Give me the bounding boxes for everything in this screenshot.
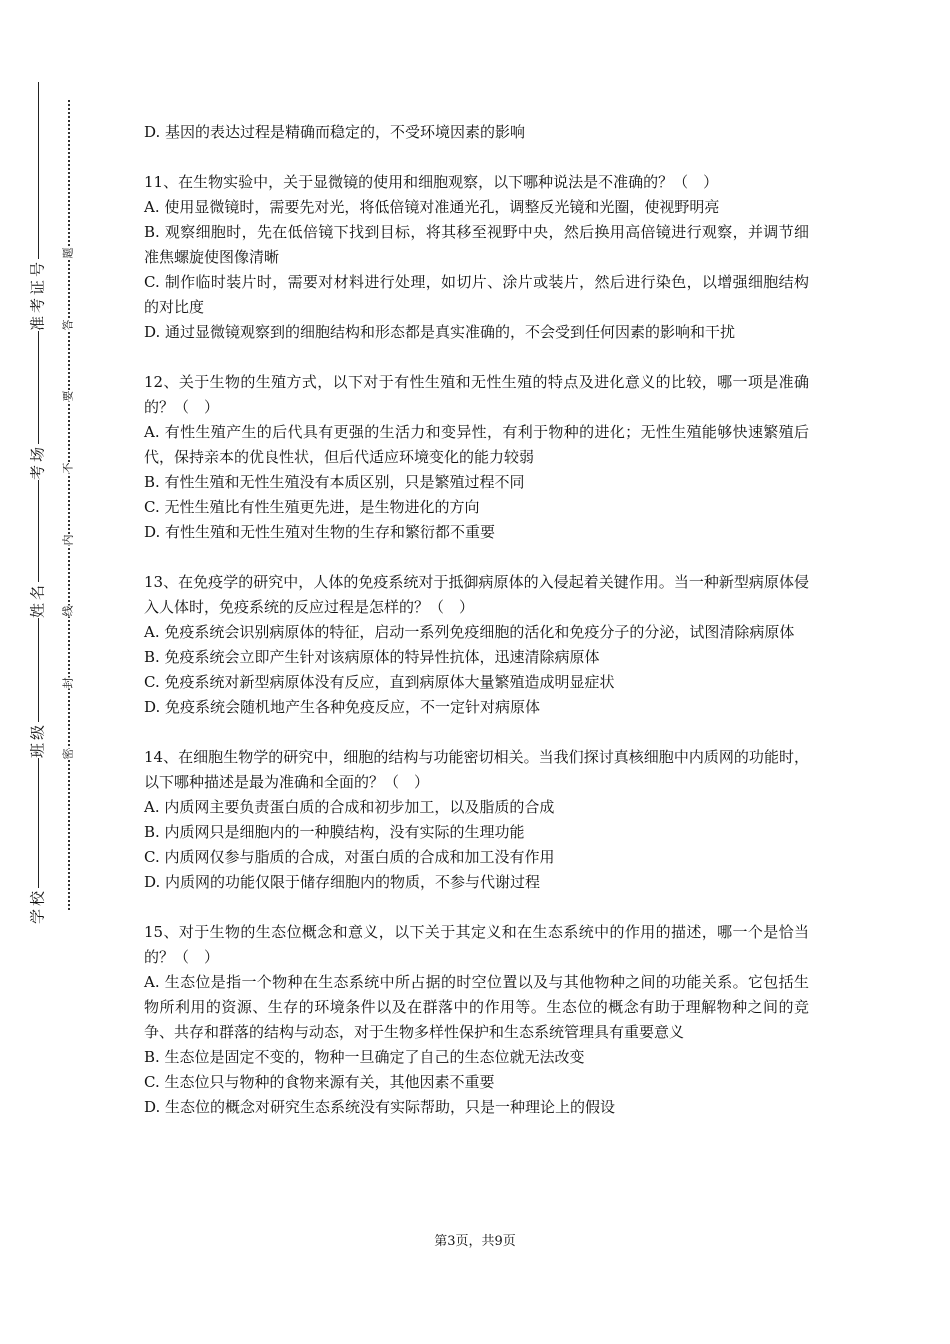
- option-b: B. 生态位是固定不变的，物种一旦确定了自己的生态位就无法改变: [144, 1048, 585, 1066]
- seal-char: 密: [61, 748, 75, 760]
- option-c: C. 免疫系统对新型病原体没有反应，直到病原体大量繁殖造成明显症状: [144, 673, 615, 691]
- option-a: A. 使用显微镜时，需要先对光，将低倍镜对准通光孔，调整反光镜和光圈，使视野明亮: [144, 198, 720, 216]
- question-15: [144, 920, 809, 1120]
- seal-char: 不: [61, 462, 75, 474]
- option-d: D. 有性生殖和无性生殖对生物的生存和繁衍都不重要: [144, 523, 496, 541]
- question-12: [144, 370, 809, 545]
- seal-char: 题: [61, 247, 75, 259]
- question-stem: 11、在生物实验中，关于显微镜的使用和细胞观察，以下哪种说法是不准确的？（ ）: [144, 173, 719, 191]
- option-c: C. 生态位只与物种的食物来源有关，其他因素不重要: [144, 1073, 495, 1091]
- option-b: B. 观察细胞时，先在低倍镜下找到目标，将其移至视野中央，然后换用高倍镜进行观察，并调节细准焦螺旋使图像清晰: [144, 223, 809, 266]
- field-exam-room: 考场: [28, 443, 47, 481]
- option-a: A. 有性生殖产生的后代具有更强的生活力和变异性，有利于物种的进化；无性生殖能够快速繁殖后代，保持亲本的优良性状，但后代适应环境变化的能力较弱: [144, 423, 809, 466]
- binding-dotted-line: [68, 100, 70, 910]
- question-stem: 14、在细胞生物学的研究中，细胞的结构与功能密切相关。当我们探讨真核细胞中内质网的功能时，以下哪种描述是最为准确和全面的？（ ）: [144, 748, 809, 791]
- question-14: [144, 745, 809, 895]
- option-c: C. 无性生殖比有性生殖更先进，是生物进化的方向: [144, 498, 480, 516]
- question-stem: 12、关于生物的生殖方式，以下对于有性生殖和无性生殖的特点及进化意义的比较，哪一项是准确的？（ ）: [144, 373, 809, 416]
- question-stem: 13、在免疫学的研究中，人体的免疫系统对于抵御病原体的入侵起着关键作用。当一种新型病原体侵入人体时，免疫系统的反应过程是怎样的？（ ）: [144, 573, 809, 616]
- option-d: D. 基因的表达过程是精确而稳定的，不受环境因素的影响: [144, 123, 526, 141]
- question-stem: 15、对于生物的生态位概念和意义，以下关于其定义和在生态系统中的作用的描述，哪一个是恰当的？（ ）: [144, 923, 809, 966]
- binding-margin: [0, 0, 110, 1344]
- option-b: B. 有性生殖和无性生殖没有本质区别，只是繁殖过程不同: [144, 473, 525, 491]
- question-10-continued: [144, 120, 809, 145]
- option-d: D. 生态位的概念对研究生态系统没有实际帮助，只是一种理论上的假设: [144, 1098, 616, 1116]
- page-number: 第3页，共9页: [434, 1234, 516, 1249]
- seal-char: 答: [61, 319, 75, 331]
- option-d: D. 免疫系统会随机地产生各种免疫反应，不一定针对病原体: [144, 698, 541, 716]
- option-a: A. 内质网主要负责蛋白质的合成和初步加工，以及脂质的合成: [144, 798, 555, 816]
- field-school: 学校: [28, 887, 47, 925]
- option-b: B. 内质网只是细胞内的一种膜结构，没有实际的生理功能: [144, 823, 525, 841]
- binding-solid-line: [38, 82, 39, 924]
- question-11: [144, 170, 809, 345]
- field-class: 班级: [28, 721, 47, 759]
- option-a: A. 免疫系统会识别病原体的特征，启动一系列免疫细胞的活化和免疫分子的分泌，试图清除病原体: [144, 623, 795, 641]
- seal-char: 封: [61, 677, 75, 689]
- seal-char: 线: [61, 605, 75, 617]
- option-c: C. 内质网仅参与脂质的合成，对蛋白质的合成和加工没有作用: [144, 848, 555, 866]
- option-c: C. 制作临时装片时，需要对材料进行处理，如切片、涂片或装片，然后进行染色，以增强细胞结构的对比度: [144, 273, 809, 316]
- question-13: [144, 570, 809, 720]
- option-a: A. 生态位是指一个物种在生态系统中所占据的时空位置以及与其他物种之间的功能关系。它包括生物所利用的资源、生存的环境条件以及在群落中的作用等。生态位的概念有助于理解物种之间的竞争、共存和群落的结构与动态，对于生物多样性保护和生态系统管理具有重要意义: [144, 973, 809, 1041]
- field-exam-id: 准考证号: [28, 258, 47, 332]
- field-name: 姓名: [28, 581, 47, 619]
- option-b: B. 免疫系统会立即产生针对该病原体的特异性抗体，迅速清除病原体: [144, 648, 600, 666]
- seal-char: 要: [61, 390, 75, 402]
- question-content: [144, 120, 809, 1145]
- option-d: D. 内质网的功能仅限于储存细胞内的物质，不参与代谢过程: [144, 873, 541, 891]
- seal-char: 内: [61, 534, 75, 546]
- option-d: D. 通过显微镜观察到的细胞结构和形态都是真实准确的，不会受到任何因素的影响和干扰: [144, 323, 736, 341]
